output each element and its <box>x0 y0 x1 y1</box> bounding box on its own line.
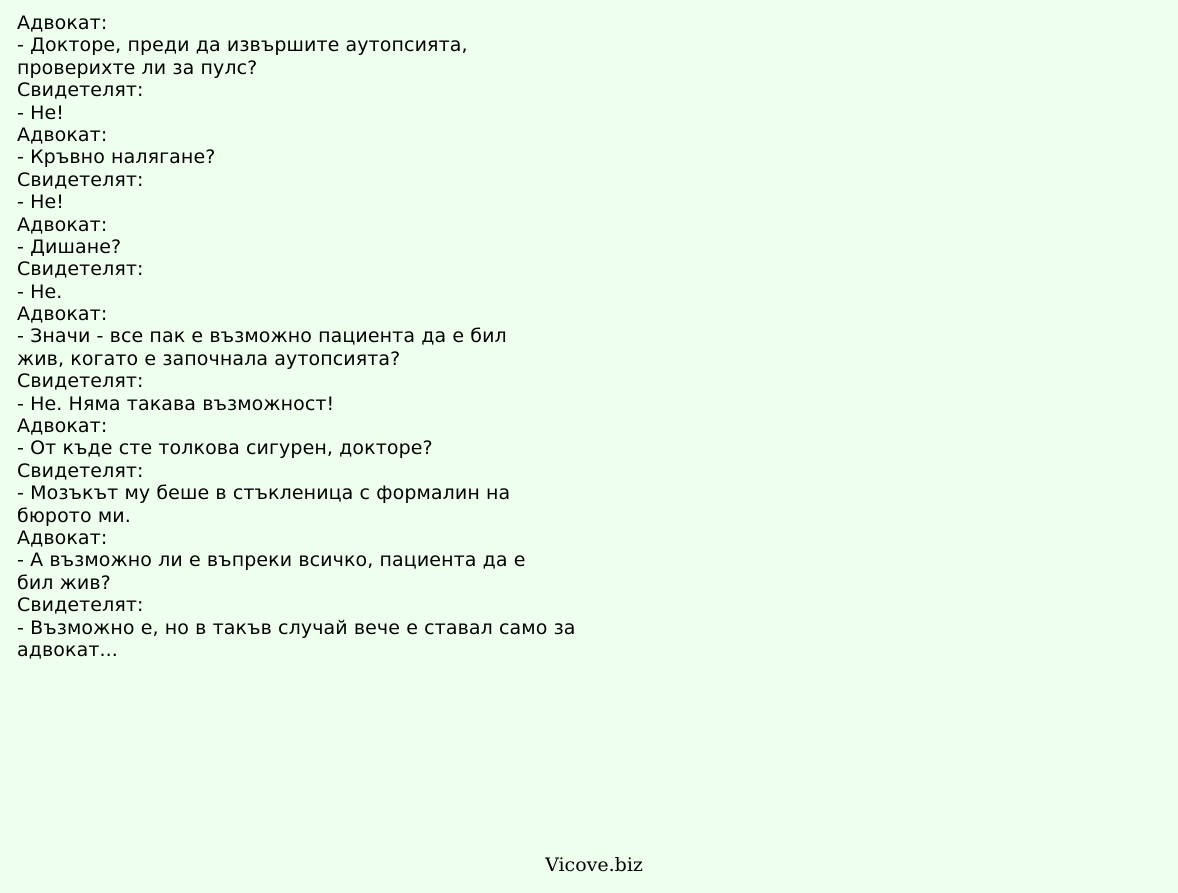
joke-line: - Не! <box>17 191 64 214</box>
joke-line: - Не. Няма такава възможност! <box>17 392 335 415</box>
site-watermark: Vicove.biz <box>545 854 643 876</box>
joke-line: Адвокат: <box>17 303 108 326</box>
joke-line: бил жив? <box>17 571 111 594</box>
joke-line: - Не. <box>17 280 63 303</box>
joke-line: - Дишане? <box>17 235 122 258</box>
joke-line: адвокат... <box>17 638 118 661</box>
joke-line: проверихте ли за пулс? <box>17 56 258 79</box>
joke-line: Адвокат: <box>17 12 108 34</box>
joke-line: Свидетелят: <box>17 79 144 102</box>
joke-text-block <box>17 12 617 661</box>
joke-line: Адвокат: <box>17 526 108 549</box>
joke-line: Адвокат: <box>17 415 108 438</box>
joke-line: - От къде сте толкова сигурен, докторе? <box>17 437 433 460</box>
joke-line: Свидетелят: <box>17 370 144 393</box>
joke-line: Свидетелят: <box>17 168 144 191</box>
joke-line: Свидетелят: <box>17 594 144 617</box>
joke-line: Адвокат: <box>17 123 108 146</box>
joke-line: Свидетелят: <box>17 258 144 281</box>
joke-line: - А възможно ли е въпреки всичко, пациента да е <box>17 549 526 572</box>
joke-line: Свидетелят: <box>17 459 144 482</box>
joke-line: - Докторе, преди да извършите аутопсията, <box>17 34 468 57</box>
joke-line: - Значи - все пак е възможно пациента да е бил <box>17 325 507 348</box>
joke-line: - Кръвно налягане? <box>17 146 216 169</box>
joke-line: Адвокат: <box>17 213 108 236</box>
joke-line: бюрото ми. <box>17 504 131 527</box>
joke-line: - Не! <box>17 101 64 124</box>
joke-line: жив, когато е започнала аутопсията? <box>17 347 401 370</box>
joke-line: - Възможно е, но в такъв случай вече е ставал само за <box>17 616 576 639</box>
joke-line: - Мозъкът му беше в стъкленица с формалин на <box>17 482 511 505</box>
